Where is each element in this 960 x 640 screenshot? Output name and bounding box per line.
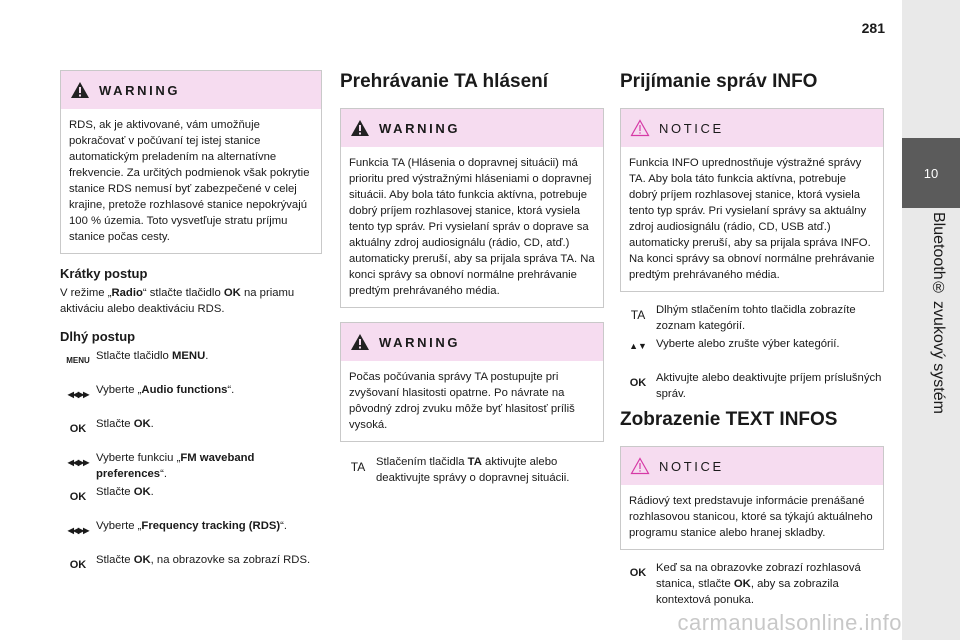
ok-button-icon: OK <box>629 377 647 389</box>
warning-text: Funkcia TA (Hlásenia o dopravnej situácii) má prioritu pred výstražnými hláseniami o dopravnej situácii. Aby bola táto funkcia aktívna, potrebuje dobrý príjem rozhlasovej stanice, ktorá vysiela tento typ správ. Pri vysielaní správ o doprave sa aktuálny zdroj audiosignálu (rádio, CD, atď.) automaticky preruší, aby sa prijala správa TA. Na konci správy sa obnoví normálne prehrávanie predtým prehrávaného média. <box>349 157 595 297</box>
ok-button-icon: OK <box>69 423 87 435</box>
left-right-arrows-icon: ◀◀▶▶ <box>67 390 89 399</box>
warning-triangle-icon <box>341 109 379 147</box>
info-step-ok-text: Aktivujte alebo deaktivujte príjem príslušných správ. <box>656 372 882 400</box>
step-text: Vyberte „Frequency tracking (RDS)“. <box>96 520 288 532</box>
step-item <box>60 416 322 450</box>
column-1 <box>60 70 322 586</box>
short-procedure-text: V režime „Radio“ stlačte tlačidlo OK na priamu aktiváciu alebo deaktiváciu RDS. <box>60 287 295 315</box>
step-item <box>60 348 322 382</box>
step-text: Vyberte „Audio functions“. <box>96 384 235 396</box>
long-procedure-title: Dlhý postup <box>60 329 136 344</box>
notice-header <box>621 447 883 485</box>
warning-header <box>341 323 603 361</box>
chapter-tab[interactable] <box>902 138 960 208</box>
step-text: Stlačte OK. <box>96 418 154 430</box>
notice-text: Rádiový text predstavuje informácie prenášané rozhlasovou stanicou, ktoré sa týkajú aktuálneho programu stanice alebo hranej skladby. <box>629 495 873 539</box>
section-title-text-infos: Zobrazenie TEXT INFOS <box>620 409 838 430</box>
step-text: Vyberte funkciu „FM waveband preferences“. <box>96 452 255 480</box>
step-text: Stlačte OK, na obrazovke sa zobrazí RDS. <box>96 554 311 566</box>
notice-box-info <box>620 108 884 292</box>
ok-button-icon: OK <box>629 567 647 579</box>
step-item <box>60 518 322 552</box>
step-item <box>60 450 322 484</box>
step-list <box>60 348 322 586</box>
ta-step-text: Stlačením tlačidla TA aktivujte alebo deaktivujte správy o dopravnej situácii. <box>376 456 570 484</box>
warning-label: WARNING <box>379 120 461 136</box>
section-title-ta: Prehrávanie TA hlásení <box>340 71 549 92</box>
ta-button-icon: TA <box>350 460 366 474</box>
step-text: Stlačte tlačidlo MENU. <box>96 350 209 362</box>
notice-header <box>621 109 883 147</box>
warning-box-volume <box>340 322 604 442</box>
warning-triangle-icon <box>341 323 379 361</box>
column-2 <box>340 70 604 488</box>
warning-label: WARNING <box>379 334 461 350</box>
watermark-footer: carmanualsonline.info <box>677 610 902 635</box>
notice-triangle-icon <box>621 109 659 147</box>
info-step-ta <box>620 302 884 336</box>
ok-button-icon: OK <box>69 559 87 571</box>
warning-box-rds <box>60 70 322 254</box>
step-item <box>60 552 322 586</box>
left-right-arrows-icon: ◀◀▶▶ <box>67 526 89 535</box>
menu-button-icon: MENU <box>66 356 90 365</box>
ta-step <box>340 454 604 488</box>
notice-label: NOTICE <box>659 458 724 474</box>
text-step-ok <box>620 560 884 608</box>
text-step-ok-text: Keď sa na obrazovke zobrazí rozhlasová stanica, stlačte OK, aby sa zobrazila kontextová ponuka. <box>656 562 861 606</box>
warning-text: RDS, ak je aktivované, vám umožňuje pokračovať v počúvaní tej istej stanice automatickým preladením na alternatívne frekvencie. Za určitých podmienok však pokrytie stanice RDS nemusí byť zabezpečené v celej krajine, pretože rozhlasové stanice nepokrývajú 100 % územia. Toto vysvetľuje stratu príjmu stanice počas cesty. <box>69 119 310 243</box>
ta-button-icon: TA <box>630 308 646 322</box>
page-number: 281 <box>861 20 885 36</box>
info-step-ta-text: Dlhým stlačením tohto tlačidla zobrazíte zoznam kategórií. <box>656 304 856 332</box>
left-right-arrows-icon: ◀◀▶▶ <box>67 458 89 467</box>
chapter-number: 10 <box>923 165 939 181</box>
info-step-updown-text: Vyberte alebo zrušte výber kategórií. <box>656 338 840 350</box>
step-text: Stlačte OK. <box>96 486 154 498</box>
step-item <box>60 484 322 518</box>
notice-label: NOTICE <box>659 120 724 136</box>
warning-text: Počas počúvania správy TA postupujte pri zvyšovaní hlasitosti opatrne. Po návrate na pôvodný zdroj zvuku môže byť hlasitosť príliš vysoká. <box>349 371 575 431</box>
section-title-info: Prijímanie správ INFO <box>620 71 818 92</box>
warning-triangle-icon <box>61 71 99 109</box>
warning-header <box>341 109 603 147</box>
short-procedure-title: Krátky postup <box>60 266 148 281</box>
step-item <box>60 382 322 416</box>
up-down-arrows-icon: ▲▼ <box>629 341 647 351</box>
warning-label: WARNING <box>99 82 181 98</box>
warning-header <box>61 71 321 109</box>
column-3 <box>620 70 884 608</box>
notice-triangle-icon <box>621 447 659 485</box>
info-step-ok <box>620 370 884 404</box>
notice-box-text <box>620 446 884 550</box>
warning-box-ta <box>340 108 604 308</box>
info-step-updown <box>620 336 884 370</box>
chapter-title: Bluetooth® zvukový systém <box>930 212 947 414</box>
notice-text: Funkcia INFO uprednostňuje výstražné správy TA. Aby bola táto funkcia aktívna, potrebuje dobrý príjem rozhlasovej stanice, ktorá vysiela tento typ správ. Pri vysielaní správy sa aktuálny zdroj audiosignálu (rádio, CD, USB atď.) automaticky preruší, aby sa prijala správa INFO. Na konci správy sa obnoví normálne prehrávanie predtým prehrávaného média. <box>629 157 875 281</box>
ok-button-icon: OK <box>69 491 87 503</box>
